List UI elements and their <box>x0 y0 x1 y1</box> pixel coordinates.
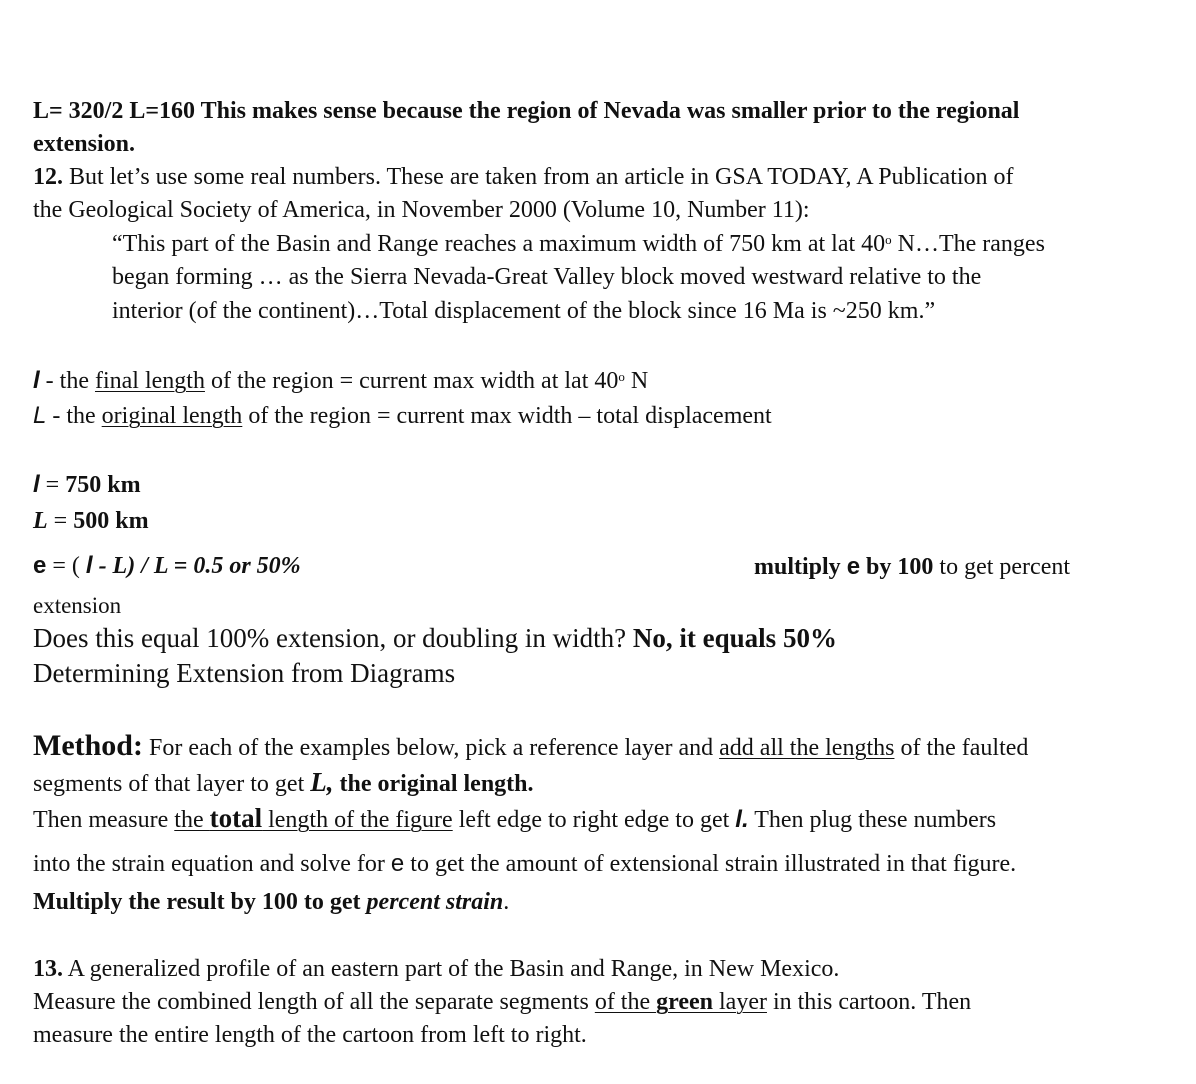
add-lengths-term: add all the lengths <box>719 735 895 761</box>
quote-text-1: “This part of the Basin and Range reaches a maximum width of 750 km at lat 40 <box>112 231 886 257</box>
equation-result: - L) / L = 0.5 or 50% <box>92 553 301 579</box>
strain-equation <box>33 551 301 581</box>
question-13-line-2 <box>33 987 971 1017</box>
l-symbol: l <box>85 552 93 579</box>
question-12-text: But let’s use some real numbers. These are taken from an article in GSA TODAY, A Publication of <box>63 164 1014 190</box>
question-12-number: 12. <box>33 164 63 190</box>
def-text: - the <box>46 403 102 429</box>
quote-line-3 <box>112 296 935 326</box>
method-text: Multiply the result by 100 to get <box>33 889 367 915</box>
method-text: segments of that layer to get <box>33 771 311 797</box>
percent-strain-term: percent strain <box>366 889 504 915</box>
method-text: of the faulted <box>894 735 1029 761</box>
question-13-number: 13. <box>33 956 63 982</box>
e-symbol: e <box>390 850 405 877</box>
question-13-line-3 <box>33 1020 587 1050</box>
quote-text-2: began forming … as the Sierra Nevada-Great Valley block moved westward relative to the <box>112 264 982 290</box>
quote-line-2 <box>112 262 981 292</box>
method-line-2 <box>33 767 534 799</box>
extension-text: extension <box>33 593 122 618</box>
method-line-5 <box>33 887 509 917</box>
doubling-question <box>33 623 837 653</box>
def-text: - the <box>39 368 95 394</box>
question-12-line-1 <box>33 162 1014 192</box>
e-symbol: e <box>33 552 47 579</box>
question-text: Does this equal 100% extension, or doubling in width? <box>33 623 633 653</box>
conclusion-line-1 <box>33 96 1019 126</box>
l-symbol: l <box>33 367 40 394</box>
method-underlined: the <box>174 807 210 833</box>
L-symbol: L <box>33 508 48 534</box>
quote-line-1 <box>112 229 1045 259</box>
method-text: Then measure <box>33 807 175 833</box>
note-text: by 100 <box>860 554 934 580</box>
def-text: of the region = current max width – total displacement <box>242 403 772 429</box>
l-symbol: l. <box>735 806 749 833</box>
definition-final-length <box>33 366 648 396</box>
question-12-text-2: the Geological Society of America, in November 2000 (Volume 10, Number 11): <box>33 197 810 223</box>
e-symbol: e <box>846 553 861 580</box>
equation-text: = ( <box>46 553 86 579</box>
question-answer: No, it equals 50% <box>632 623 837 653</box>
method-text: left edge to right edge to get <box>452 807 736 833</box>
method-text: the original length. <box>333 771 534 797</box>
l-symbol: l <box>33 471 40 498</box>
method-text: to get the amount of extensional strain illustrated in that figure. <box>404 851 1017 877</box>
definition-original-length <box>33 401 772 431</box>
question-13-underlined: of the <box>594 989 657 1015</box>
note-text: multiply <box>754 554 847 580</box>
equals-sign: = <box>39 472 66 498</box>
conclusion-text: L= 320/2 L=160 This makes sense because the region of Nevada was smaller prior to the regional <box>33 98 1020 124</box>
value-final-length <box>33 470 141 500</box>
equals-sign: = <box>47 508 74 534</box>
method-line-4 <box>33 849 1016 879</box>
extension-word <box>33 591 121 621</box>
question-13-text: Measure the combined length of all the separate segments <box>33 989 595 1015</box>
conclusion-text-end: extension. <box>33 131 135 157</box>
multiply-note <box>754 552 1070 582</box>
method-text: Then plug these numbers <box>748 807 997 833</box>
conclusion-line-2 <box>33 129 135 159</box>
degree-symbol: o <box>885 232 892 247</box>
value-original-length <box>33 506 149 536</box>
method-line-1 <box>33 731 1028 763</box>
method-text: . <box>503 889 510 915</box>
method-label: Method: <box>33 729 143 762</box>
L-symbol: L, <box>310 767 334 797</box>
def-text: of the region = current max width at lat 40 <box>204 368 619 394</box>
method-underlined: length of the figure <box>262 807 453 833</box>
method-text: into the strain equation and solve for <box>33 851 391 877</box>
original-length-term: original length <box>101 403 243 429</box>
question-12-line-2 <box>33 195 809 225</box>
method-line-3 <box>33 803 996 835</box>
method-text: For each of the examples below, pick a reference layer and <box>142 735 720 761</box>
original-length-value: 500 km <box>73 508 149 534</box>
quote-text-1b: N…The ranges <box>891 231 1045 257</box>
L-symbol: L <box>33 402 47 429</box>
section-title: Determining Extension from Diagrams <box>33 658 456 688</box>
total-term: total <box>209 803 263 833</box>
question-13-text: A generalized profile of an eastern part of the Basin and Range, in New Mexico. <box>63 956 840 982</box>
quote-text-3: interior (of the continent)…Total displacement of the block since 16 Ma is ~250 km.” <box>112 298 936 324</box>
question-13-line-1 <box>33 954 839 984</box>
def-text: N <box>624 368 649 394</box>
question-13-underlined: layer <box>713 989 767 1015</box>
question-13-text: measure the entire length of the cartoon from left to right. <box>33 1022 587 1048</box>
note-text: to get percent <box>933 554 1071 580</box>
section-heading <box>33 658 455 688</box>
final-length-term: final length <box>94 368 205 394</box>
degree-symbol: o <box>618 369 625 384</box>
question-13-text: in this cartoon. Then <box>766 989 972 1015</box>
final-length-value: 750 km <box>65 472 141 498</box>
green-layer-term: green <box>656 989 713 1015</box>
